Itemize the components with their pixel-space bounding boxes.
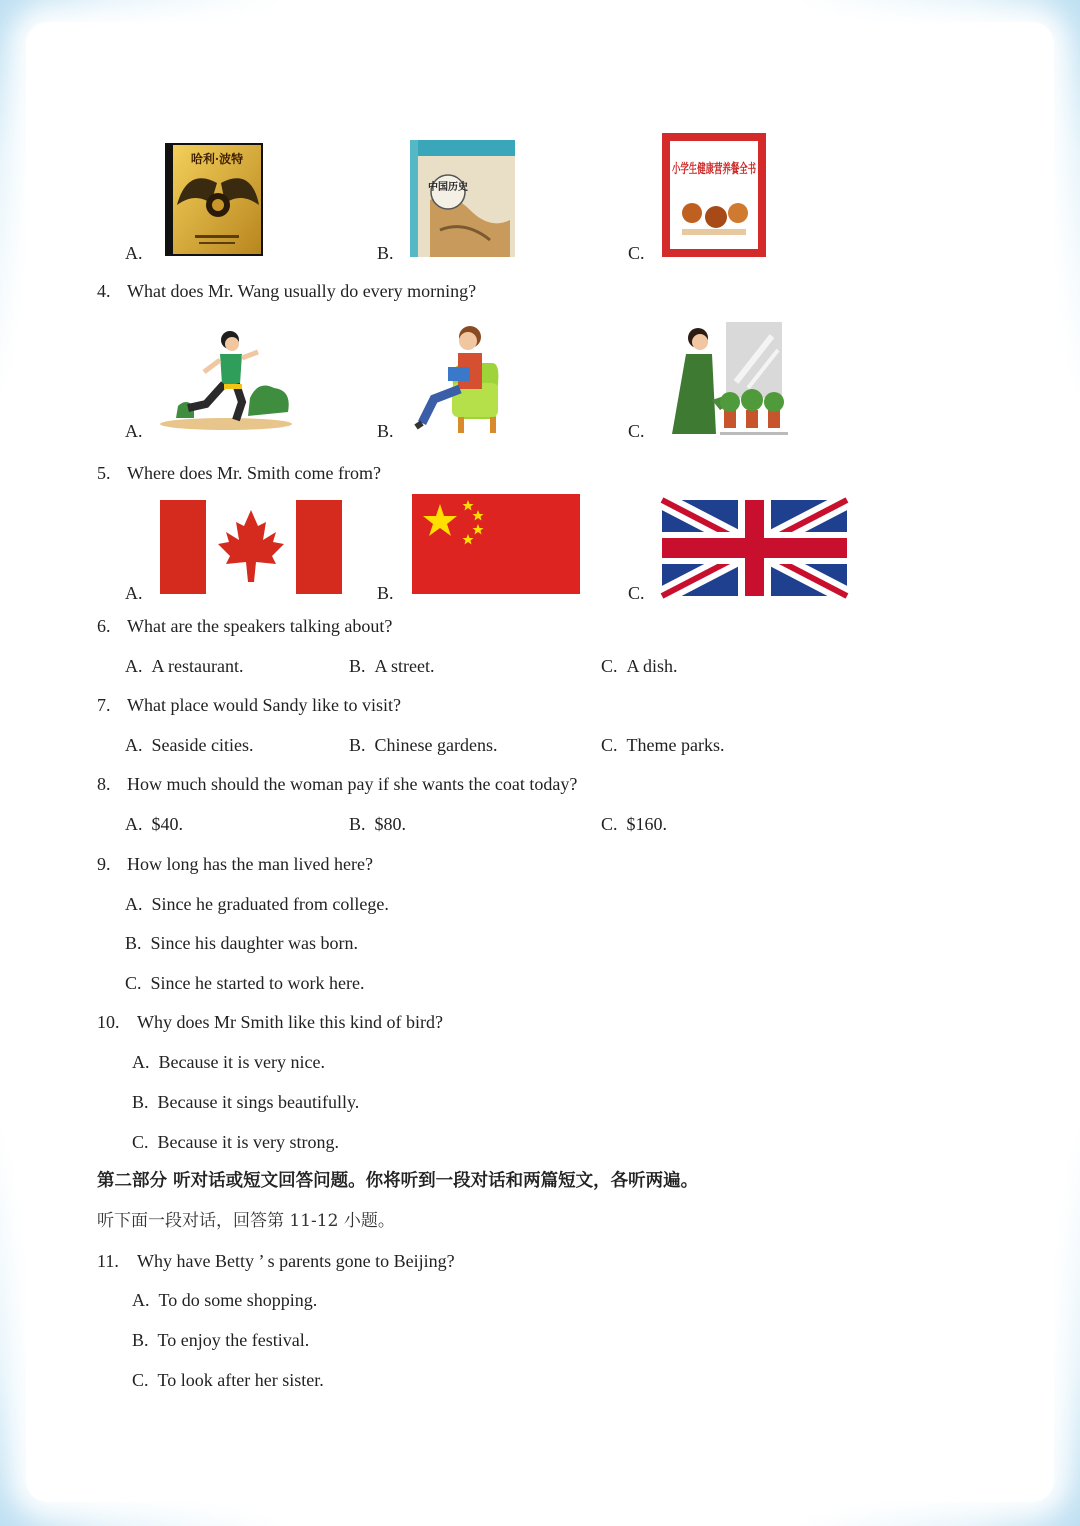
q11-option-b[interactable]: B. To enjoy the festival. bbox=[132, 1330, 310, 1350]
q10-option-b[interactable]: B. Because it sings beautifully. bbox=[132, 1092, 360, 1112]
q8-question: How much should the woman pay if she wants the coat today? bbox=[127, 774, 578, 794]
q6-number: 6. bbox=[97, 616, 111, 636]
q11-question: Why have Betty ’ s parents gone to Beijing? bbox=[137, 1251, 455, 1271]
book-harry-potter-image bbox=[165, 143, 263, 256]
q5-option-a[interactable]: A. bbox=[125, 583, 143, 603]
book-c-title: 小学生健康营养餐全书 bbox=[672, 162, 803, 177]
q6-option-c[interactable]: C. A dish. bbox=[601, 656, 678, 676]
q4-option-a[interactable]: A. bbox=[125, 421, 143, 441]
q3-option-b[interactable]: B. bbox=[377, 243, 394, 263]
q5-question: Where does Mr. Smith come from? bbox=[127, 463, 381, 483]
book-chinese-history-image bbox=[410, 140, 515, 257]
book-a-title: 哈利·波特 bbox=[190, 152, 244, 166]
q11-number: 11. bbox=[97, 1251, 119, 1271]
q9-option-a[interactable]: A. Since he graduated from college. bbox=[125, 894, 389, 914]
q9-number: 9. bbox=[97, 854, 111, 874]
q3-option-a[interactable]: A. bbox=[125, 243, 143, 263]
q6-question: What are the speakers talking about? bbox=[127, 616, 393, 636]
q8-option-a[interactable]: A. $40. bbox=[125, 814, 183, 834]
china-flag-image bbox=[412, 494, 580, 594]
uk-flag-image bbox=[662, 500, 847, 596]
q10-option-a[interactable]: A. Because it is very nice. bbox=[132, 1052, 325, 1072]
q11-option-c[interactable]: C. To look after her sister. bbox=[132, 1370, 324, 1390]
q7-number: 7. bbox=[97, 695, 111, 715]
q8-option-b[interactable]: B. $80. bbox=[349, 814, 407, 834]
q5-number: 5. bbox=[97, 463, 111, 483]
man-running-image bbox=[158, 328, 294, 432]
q6-option-a[interactable]: A. A restaurant. bbox=[125, 656, 244, 676]
part2-instruction: 听下面一段对话，回答第 11-12 小题。 bbox=[97, 1211, 395, 1231]
q7-option-c[interactable]: C. Theme parks. bbox=[601, 735, 725, 755]
q9-option-b[interactable]: B. Since his daughter was born. bbox=[125, 933, 358, 953]
q8-number: 8. bbox=[97, 774, 111, 794]
book-nutrition-image bbox=[662, 133, 803, 257]
man-watering-plants-image bbox=[664, 322, 788, 436]
book-b-title: 中国历史 bbox=[428, 182, 468, 193]
q10-number: 10. bbox=[97, 1012, 120, 1032]
q10-question: Why does Mr Smith like this kind of bird? bbox=[137, 1012, 443, 1032]
q6-option-b[interactable]: B. A street. bbox=[349, 656, 435, 676]
part2-heading: 第二部分 听对话或短文回答问题。你将听到一段对话和两篇短文，各听两遍。 bbox=[97, 1171, 699, 1191]
canada-flag-image bbox=[160, 500, 342, 594]
q5-option-b[interactable]: B. bbox=[377, 583, 394, 603]
q4-option-c[interactable]: C. bbox=[628, 421, 645, 441]
q4-option-b[interactable]: B. bbox=[377, 421, 394, 441]
man-reading-image bbox=[412, 323, 502, 435]
q10-option-c[interactable]: C. Because it is very strong. bbox=[132, 1132, 339, 1152]
q8-option-c[interactable]: C. $160. bbox=[601, 814, 668, 834]
q7-option-b[interactable]: B. Chinese gardens. bbox=[349, 735, 498, 755]
q4-question: What does Mr. Wang usually do every morning? bbox=[127, 281, 477, 301]
q9-option-c[interactable]: C. Since he started to work here. bbox=[125, 973, 365, 993]
q5-option-c[interactable]: C. bbox=[628, 583, 645, 603]
q3-option-c[interactable]: C. bbox=[628, 243, 645, 263]
q4-number: 4. bbox=[97, 281, 111, 301]
q11-option-a[interactable]: A. To do some shopping. bbox=[132, 1290, 318, 1310]
q9-question: How long has the man lived here? bbox=[127, 854, 373, 874]
q7-question: What place would Sandy like to visit? bbox=[127, 695, 401, 715]
q7-option-a[interactable]: A. Seaside cities. bbox=[125, 735, 254, 755]
